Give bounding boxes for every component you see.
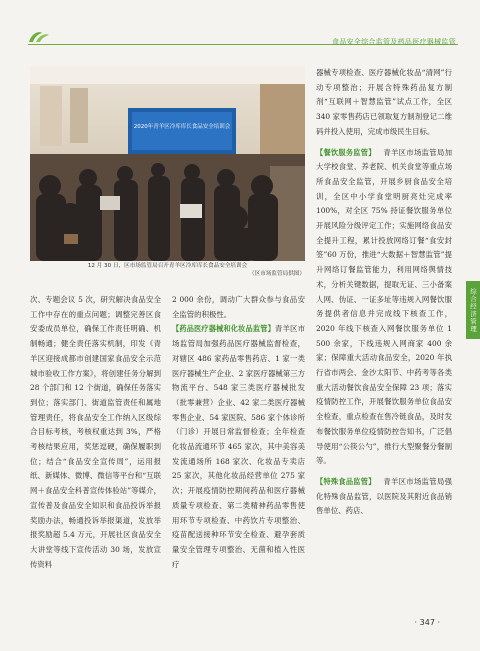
paragraph-special-food: 青羊区市场监管局强化特殊食品监管，以医院及其附近食品销售单位、药店、 [316,476,452,516]
running-header: 食品安全综合监管及药品医疗器械监管 [331,38,456,46]
paragraph-food-safety-cont: 次、专题会议 5 次，研究解决食品安全工作中存在的重点问题；调整完善区食安委成员单位，确保工作责任明确、机制畅通；健全责任落实机制，印发《青羊区迎接成都市创建国家食品安全示范城市验收工作方案》，将创建任务分解到 28 个部门和 12 个街道，确保任务落实到位；落实部门、街道监管责任和属地管理责任，将食品安全工作纳入区级综合目标考核，考核权重达到 3%，严格考核结果应用，奖惩逗硬，确保履职到位；结合“食品安全宣传周”，运用报纸、新媒体、微博、微信等平台和“互联网＋食品安全科普宣传体验站”等媒介，宣传普及食品安全知识和食品投诉举报奖励办法，畅通投诉举报渠道，发放举报奖励超 5.4 万元，开展社区食品安全大讲堂等线下宣传活动 30 场，发放宣传资料 [30,295,161,569]
meeting-photo [30,66,305,261]
leaf-logo-icon [28,30,50,44]
paragraph-catering: 青羊区市场监管局加大学校食堂、养老院、机关食堂等重点场所食品安全监管，开展乡厨食品安全培训，全区中小学食堂明厨亮灶完成率 100%，对全区 75% 持证餐饮服务单位开展风险分级评定工作；实施网络食品安全提升工程，累计投放网络订餐“食安封签”60 万份，推进“大数据＋智慧监管”提升网络订餐监管能力，利用网络舆情技术，分析关键数据，提取无证、三小备案人网、伪证、一证多址等违规入网餐饮服务提供者信息并完成线下核查工作，2020 年线下核查入网餐饮服务单位 1 500 余家，下线违规入网商家 400 余家；保障重大活动食品安全，2020 年执行省市两会、金沙太阳节、中药考等各类重大活动餐饮食品安全保障 23 项；落实疫情防控工作，开展餐饮服务单位食品安全检查，重点检查在售冷链食品，及时发布餐饮服务单位疫情防控告知书，广泛倡导使用“公筷公勺”，推行大型聚餐分餐制等。 [316,147,452,466]
caption-text: 12 月 30 日，区市场监管局召开青羊区冷库库长食品安全培训会 [87,263,248,269]
page-number: · 347 · [414,618,440,627]
column-3 [316,66,452,519]
screen-banner: 2020年青羊区冷库库长食品安全培训会 [133,124,231,130]
column-1 [30,293,161,572]
paragraph-drug-cont: 器械专项检查、医疗器械化妆品“清网”行动专项整治；开展含特殊药品复方制剂“互联网＋智慧监管”试点工作，全区 340 家零售药店已领取复方制剂登记二维码并投入使用，完成市级民生目标。 [316,68,452,136]
section-tag-catering: 【餐饮服务监管】 [316,147,376,157]
photo-caption [30,262,305,278]
side-tab-section: 综合经济管理 [466,281,480,339]
paragraph-drug: 青羊区市场监管局加强药品医疗器械监督检查，对辖区 486 家药品零售药店、1 家一类医疗器械生产企业、2 家医疗器械第三方物流平台、548 家三类医疗器械批发（批零兼营）企业、42 家二类医疗器械零售企业、54 家医院、586 家个体诊所（门诊）开展日常监督检查；全年检查化妆品流通环节 465 家次，其中美容美发流通场所 168 家次、化妆品专卖店 25 家次，其他化妆品经营单位 275 家次；开展疫情防控期间药品和医疗器械质量专项检查、第二类精神药品零售使用环节专项检查、中药饮片专项整治、疫苗配送接种环节安全检查、避孕套质量安全管理专项整治、无菌和植入性医疗 [172,324,305,569]
column-2 [172,293,305,572]
photo-credit: （区市场监管局供图） [249,271,305,277]
section-tag-drug: 【药品医疗器械和化妆品监管】 [172,324,275,334]
paragraph-food-safety-end: 2 000 余份，调动广大群众参与食品安全监管的积极性。 [172,295,305,319]
section-tag-special-food: 【特殊食品监管】 [316,476,376,486]
